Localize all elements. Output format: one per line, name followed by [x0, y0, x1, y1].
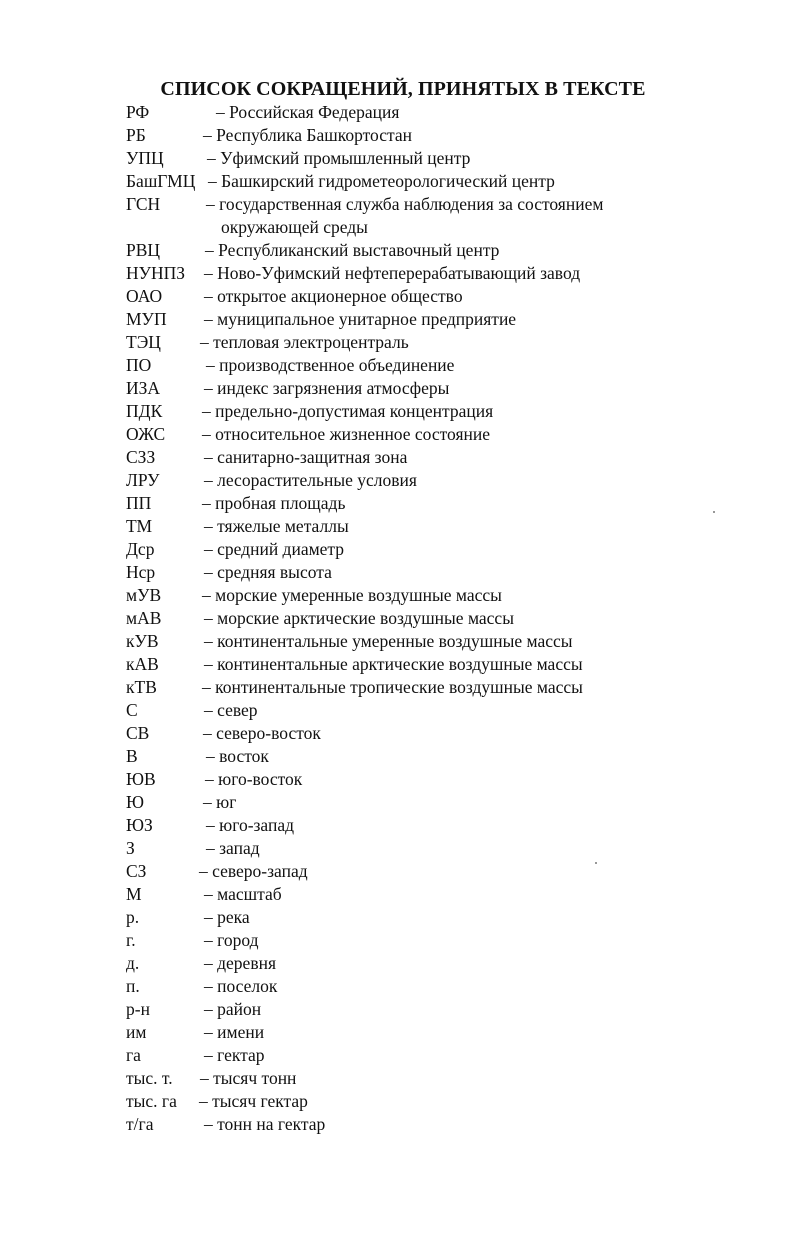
abbreviation-definition: – тонн на гектар	[204, 1114, 326, 1134]
abbreviation-term: ЮЗ	[126, 815, 153, 835]
abbreviation-term: га	[126, 1045, 141, 1065]
abbreviation-definition: – Ново-Уфимский нефтеперерабатывающий завод	[204, 263, 581, 283]
abbreviation-term: М	[126, 884, 142, 904]
abbreviation-term: УПЦ	[126, 148, 164, 168]
abbreviation-definition: – Башкирский гидрометеорологический центр	[208, 171, 555, 191]
abbreviation-term: п.	[126, 976, 140, 996]
abbreviation-definition: – деревня	[204, 953, 276, 973]
abbreviation-term: ТЭЦ	[126, 332, 161, 352]
scan-speck	[713, 511, 715, 513]
abbreviation-term: РБ	[126, 125, 146, 145]
abbreviation-definition: – северо-восток	[203, 723, 321, 743]
abbreviation-term: В	[126, 746, 138, 766]
abbreviation-term: кУВ	[126, 631, 159, 651]
abbreviation-definition: – континентальные арктические воздушные массы	[204, 654, 583, 674]
abbreviation-definition: – морские умеренные воздушные массы	[202, 585, 502, 605]
abbreviation-term: тыс. га	[126, 1091, 177, 1111]
abbreviation-definition: – север	[204, 700, 258, 720]
abbreviation-definition: – муниципальное унитарное предприятие	[204, 309, 517, 329]
abbreviation-term: НУНПЗ	[126, 263, 186, 283]
abbreviation-definition: – индекс загрязнения атмосферы	[204, 378, 450, 398]
abbreviation-definition: – морские арктические воздушные массы	[204, 608, 514, 628]
abbreviation-definition: – относительное жизненное состояние	[202, 424, 491, 444]
abbreviation-definition: – средний диаметр	[204, 539, 345, 559]
abbreviation-definition: – поселок	[204, 976, 278, 996]
abbreviation-term: им	[126, 1022, 147, 1042]
abbreviation-definition: – средняя высота	[204, 562, 332, 582]
abbreviation-definition: – река	[204, 907, 250, 927]
abbreviation-definition: – государственная служба наблюдения за состоянием	[206, 194, 604, 214]
abbreviation-definition: – восток	[206, 746, 269, 766]
abbreviation-term: мАВ	[126, 608, 162, 628]
abbreviation-definition: – гектар	[204, 1045, 265, 1065]
abbreviation-term: кАВ	[126, 654, 159, 674]
abbreviation-definition: – юго-запад	[206, 815, 295, 835]
scan-speck	[595, 862, 597, 864]
abbreviation-term: РВЦ	[126, 240, 161, 260]
abbreviation-term: р-н	[126, 999, 150, 1019]
abbreviation-definition: – открытое акционерное общество	[204, 286, 463, 306]
abbreviation-definition: – предельно-допустимая концентрация	[202, 401, 494, 421]
abbreviation-term: СЗЗ	[126, 447, 156, 467]
abbreviation-definition: – район	[204, 999, 262, 1019]
page-title: СПИСОК СОКРАЩЕНИЙ, ПРИНЯТЫХ В ТЕКСТЕ	[160, 78, 646, 100]
abbreviation-definition: – юго-восток	[205, 769, 303, 789]
abbreviation-term: Нср	[126, 562, 156, 582]
abbreviation-definition: – производственное объединение	[206, 355, 455, 375]
abbreviation-definition: – континентальные умеренные воздушные массы	[204, 631, 573, 651]
abbreviation-term: ТМ	[126, 516, 153, 536]
abbreviation-definition: – лесорастительные условия	[204, 470, 417, 490]
abbreviation-term: тыс. т.	[126, 1068, 173, 1088]
abbreviation-term: ОАО	[126, 286, 163, 306]
abbreviation-term: кТВ	[126, 677, 157, 697]
abbreviation-term: СЗ	[126, 861, 147, 881]
abbreviation-term: д.	[126, 953, 140, 973]
abbreviation-definition: – имени	[204, 1022, 265, 1042]
abbreviation-term: РФ	[126, 102, 150, 122]
abbreviation-definition: – город	[204, 930, 259, 950]
abbreviation-term: З	[126, 838, 135, 858]
abbreviation-definition: – Республиканский выставочный центр	[205, 240, 500, 260]
abbreviation-definition: – тяжелые металлы	[204, 516, 349, 536]
abbreviation-definition-continuation: окружающей среды	[221, 217, 368, 237]
abbreviation-definition: – Уфимский промышленный центр	[207, 148, 471, 168]
abbreviation-term: р.	[126, 907, 140, 927]
abbreviation-term: ПО	[126, 355, 152, 375]
abbreviation-definition: – тысяч тонн	[200, 1068, 297, 1088]
abbreviation-definition: – пробная площадь	[202, 493, 346, 513]
abbreviation-term: ОЖС	[126, 424, 166, 444]
abbreviation-definition: – масштаб	[204, 884, 282, 904]
abbreviation-definition: – континентальные тропические воздушные массы	[202, 677, 583, 697]
abbreviation-term: Дср	[126, 539, 155, 559]
abbreviation-term: ИЗА	[126, 378, 161, 398]
abbreviation-definition: – санитарно-защитная зона	[204, 447, 408, 467]
abbreviation-term: ЛРУ	[126, 470, 160, 490]
abbreviation-term: ГСН	[126, 194, 161, 214]
abbreviation-term: ПП	[126, 493, 152, 513]
abbreviation-term: ПДК	[126, 401, 163, 421]
abbreviation-definition: – тысяч гектар	[199, 1091, 308, 1111]
abbreviation-term: г.	[126, 930, 136, 950]
abbreviation-definition: – северо-запад	[199, 861, 308, 881]
abbreviation-term: СВ	[126, 723, 150, 743]
abbreviation-term: т/га	[126, 1114, 154, 1134]
abbreviation-definition: – юг	[203, 792, 237, 812]
abbreviation-term: С	[126, 700, 138, 720]
abbreviation-term: БашГМЦ	[126, 171, 196, 191]
abbreviation-term: МУП	[126, 309, 167, 329]
abbreviation-definition: – Республика Башкортостан	[203, 125, 412, 145]
abbreviation-definition: – тепловая электроцентраль	[200, 332, 409, 352]
abbreviation-term: мУВ	[126, 585, 162, 605]
abbreviation-term: Ю	[126, 792, 144, 812]
abbreviation-definition: – Российская Федерация	[216, 102, 400, 122]
abbreviation-definition: – запад	[206, 838, 260, 858]
abbreviation-term: ЮВ	[126, 769, 156, 789]
